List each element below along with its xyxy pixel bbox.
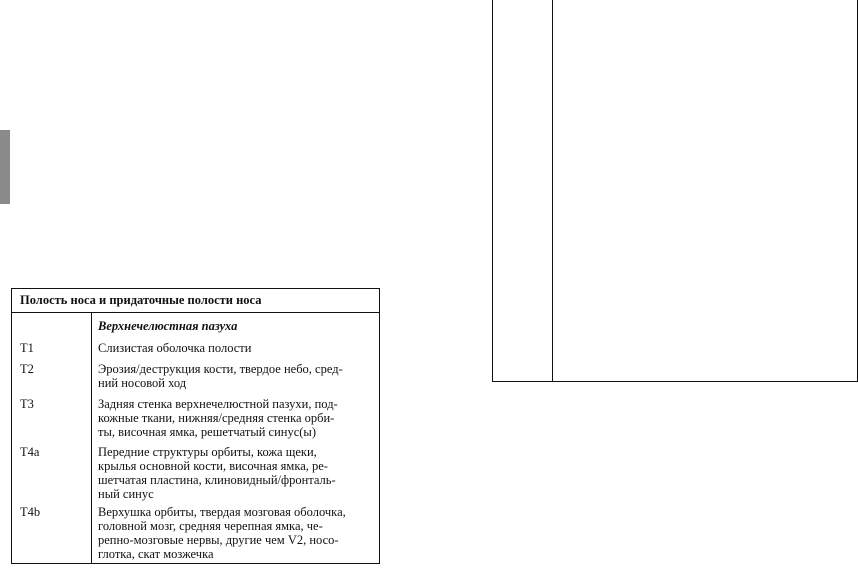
empty-table-frame bbox=[492, 0, 858, 382]
row-line: ты, височная ямка, решетчатый синус(ы) bbox=[98, 425, 316, 439]
table-header: Полость носа и придаточные полости носа bbox=[12, 289, 379, 313]
row-line: Передние структуры орбиты, кожа щеки, bbox=[98, 445, 317, 459]
staging-table bbox=[11, 288, 380, 564]
row-line: Эрозия/деструкция кости, твердое небо, сред- bbox=[98, 362, 343, 376]
row-description bbox=[98, 341, 371, 355]
row-description bbox=[98, 505, 371, 561]
row-line: глотка, скат мозжечка bbox=[98, 547, 214, 561]
row-line: ный синус bbox=[98, 487, 154, 501]
column-divider bbox=[91, 312, 92, 563]
row-description bbox=[98, 362, 371, 390]
row-line: ний носовой ход bbox=[98, 376, 187, 390]
row-line: кожные ткани, нижняя/средняя стенка орби- bbox=[98, 411, 335, 425]
row-line: головной мозг, средняя черепная ямка, че- bbox=[98, 519, 323, 533]
row-line: Слизистая оболочка полости bbox=[98, 341, 252, 355]
row-line: крылья основной кости, височная ямка, ре- bbox=[98, 459, 328, 473]
row-line: Задняя стенка верхнечелюстной пазухи, под- bbox=[98, 397, 338, 411]
row-label: T4a bbox=[20, 445, 40, 459]
row-label: T3 bbox=[20, 397, 34, 411]
row-line: репно-мозговые нервы, другие чем V2, носо- bbox=[98, 533, 339, 547]
row-description bbox=[98, 397, 371, 439]
row-line: шетчатая пластина, клиновидный/фронталь- bbox=[98, 473, 336, 487]
row-line: Верхушка орбиты, твердая мозговая оболочка, bbox=[98, 505, 346, 519]
row-description bbox=[98, 445, 371, 501]
column-divider bbox=[552, 0, 553, 381]
row-label: T4b bbox=[20, 505, 41, 519]
row-label: T2 bbox=[20, 362, 34, 376]
table-subheader: Верхнечелюстная пазуха bbox=[98, 319, 238, 333]
row-label: T1 bbox=[20, 341, 34, 355]
page-edge-marker bbox=[0, 130, 10, 204]
